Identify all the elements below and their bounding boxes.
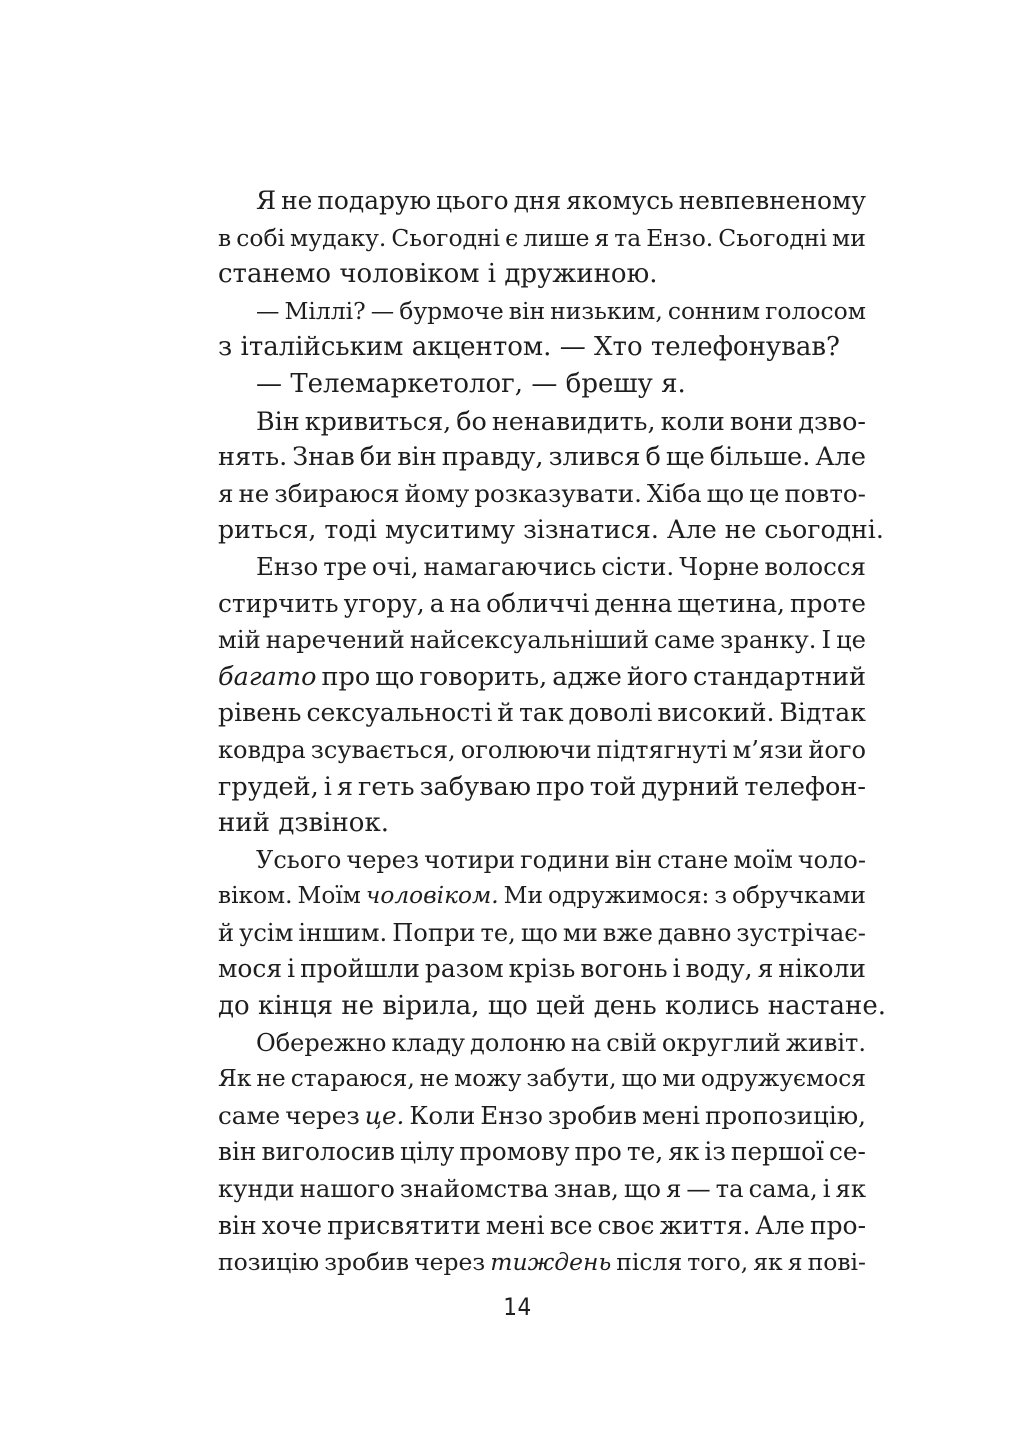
word: знав, [553, 1174, 619, 1204]
word: вірила, [382, 991, 480, 1022]
word: вони [729, 405, 794, 436]
word: пройшли [300, 954, 420, 984]
word: про- [809, 1210, 866, 1240]
word: через [346, 845, 420, 874]
word: ковдра [218, 735, 306, 764]
word: геть [358, 771, 415, 802]
word: той [589, 771, 637, 802]
word: угору, [343, 588, 425, 618]
word: він [397, 442, 437, 473]
word: іншим. [298, 918, 388, 947]
word: стирчить [218, 588, 339, 618]
word: невпевненому [678, 186, 866, 215]
word: злився [548, 442, 641, 473]
word: Ензо [480, 1100, 543, 1130]
word: він [218, 1210, 257, 1240]
text-line [218, 183, 866, 220]
word: щетина, [677, 588, 785, 618]
word: пові- [807, 1248, 866, 1277]
word: Обережно [256, 1028, 387, 1057]
word: оголюючи [460, 735, 592, 764]
word: високий. [657, 698, 775, 728]
word: через [285, 1100, 360, 1130]
word: не [256, 1065, 286, 1093]
word: чоловіком [339, 259, 480, 290]
word: мося [218, 954, 283, 984]
word: намагаючись [423, 551, 597, 581]
word: через [414, 1248, 486, 1277]
word: собі [236, 223, 286, 252]
word: дружиною. [504, 259, 658, 290]
word: ми [832, 223, 866, 252]
word: нять. [218, 442, 288, 473]
word: б [645, 442, 661, 473]
word: він [508, 296, 546, 325]
word: я [757, 954, 774, 984]
word: денна [594, 588, 673, 618]
word: адже [552, 661, 622, 692]
word: чотири [424, 845, 516, 874]
word: так [519, 698, 564, 728]
word: низьким, [550, 296, 663, 325]
word: з [218, 332, 233, 363]
word: сьогодні. [764, 515, 884, 545]
text-line [218, 293, 866, 330]
word: м’язи [732, 735, 804, 764]
word: — [256, 368, 282, 399]
word: Хто [594, 332, 643, 363]
text-line [218, 256, 866, 293]
word: що [487, 991, 528, 1022]
text-line [218, 805, 866, 842]
word: одружимося: [547, 882, 710, 910]
word: про [535, 771, 585, 802]
word: що [621, 1065, 658, 1093]
word: проте [789, 588, 866, 618]
word: муситиму [384, 515, 516, 545]
word: стандартний [692, 661, 866, 692]
word: мені [642, 1100, 700, 1130]
text-line [218, 366, 866, 403]
word: сонним [667, 296, 761, 325]
text-line [218, 1098, 866, 1135]
word: станемо [218, 259, 332, 290]
word: — [256, 296, 280, 325]
word: Телемаркетолог, [290, 368, 524, 399]
word: наречений [265, 626, 405, 655]
word: Ензо. [646, 223, 714, 252]
word: кунди [218, 1174, 295, 1204]
word: як [753, 1248, 783, 1277]
word: це. [364, 1100, 405, 1130]
word: все [549, 1210, 593, 1240]
word: очі, [372, 551, 419, 581]
word: можу [454, 1065, 522, 1093]
word: Усього [256, 845, 342, 874]
word: на [449, 588, 482, 618]
word: віком. [218, 882, 293, 910]
word: Ензо [256, 551, 319, 581]
word: його [626, 661, 688, 692]
text-line [218, 1134, 866, 1171]
text-line [218, 1025, 866, 1062]
body-text [218, 183, 887, 1281]
word: в [218, 223, 232, 252]
word: Сьогодні [391, 223, 501, 252]
word: Як [218, 1065, 252, 1093]
text-line [218, 769, 866, 806]
word: рівень [218, 698, 302, 728]
text-line [218, 329, 866, 366]
word: долоню [470, 1028, 566, 1057]
word: а [429, 588, 445, 618]
text-line [218, 988, 887, 1025]
word: би [359, 442, 393, 473]
word: якомусь [566, 186, 674, 215]
page-number: 14 [503, 1293, 532, 1321]
word: тиждень [490, 1248, 612, 1277]
word: не [238, 478, 270, 508]
word: сексуальності [306, 698, 493, 728]
word: телефон- [744, 771, 866, 802]
word: і [487, 259, 497, 290]
word: Сьогодні [718, 223, 828, 252]
word: день [593, 991, 657, 1022]
word: Відтак [779, 698, 866, 728]
word: зробив [547, 1100, 637, 1130]
word: багато [218, 661, 317, 692]
word: дзвінок. [278, 808, 389, 839]
word: разом [424, 954, 504, 984]
word: вже [602, 918, 653, 947]
word: години [520, 845, 610, 874]
word: ми [662, 1065, 696, 1093]
word: забуваю [419, 771, 531, 802]
word: йому [404, 478, 470, 508]
word: та [715, 1174, 744, 1204]
word: обручками [732, 882, 866, 910]
word: телефонував? [650, 332, 840, 363]
word: Міллі? [284, 296, 366, 325]
word: вогонь [580, 954, 668, 984]
word: — [531, 368, 558, 399]
word: до [218, 991, 250, 1022]
text-line [218, 951, 866, 988]
word: стараюся, [290, 1065, 415, 1093]
word: про [321, 661, 371, 692]
word: — [559, 332, 586, 363]
word: не [724, 515, 757, 545]
word: колись [664, 991, 760, 1022]
word: забути, [526, 1065, 617, 1093]
word: риться, [218, 515, 317, 545]
word: дурний [641, 771, 740, 802]
text-line [218, 878, 866, 915]
word: округлий [661, 1028, 781, 1057]
word: сама, [748, 1174, 818, 1204]
word: першої [730, 1137, 824, 1167]
word: промову [459, 1137, 570, 1167]
word: найсексуальніший [409, 626, 649, 655]
word: італійським [240, 332, 404, 363]
word: сісти. [601, 551, 675, 581]
text-line [218, 695, 866, 732]
word: Він [256, 405, 300, 436]
word: що [520, 918, 558, 947]
word: те, [480, 918, 516, 947]
text-line [218, 586, 866, 623]
word: Моїм [297, 882, 361, 910]
word: знайомства [399, 1174, 549, 1204]
word: те, [626, 1137, 664, 1167]
text-line [218, 403, 866, 440]
word: присвятити [327, 1210, 481, 1240]
word: Чорне [679, 551, 760, 581]
text-line [218, 915, 866, 952]
word: я [787, 1248, 803, 1277]
text-line [218, 1171, 866, 1208]
word: дня [513, 186, 562, 215]
word: стане [657, 845, 729, 874]
text-line [218, 1244, 866, 1281]
word: Попри [392, 918, 476, 947]
word: давно [657, 918, 732, 947]
word: й [497, 698, 514, 728]
word: розказувати. [474, 478, 642, 508]
text-line [218, 439, 866, 476]
word: я [666, 1174, 682, 1204]
word: зсувається, [310, 735, 456, 764]
word: як [835, 1174, 866, 1204]
word: говорить, [419, 661, 548, 692]
word: Але [755, 1210, 805, 1240]
word: кривиться, [304, 405, 452, 436]
word: й [218, 918, 235, 947]
word: він [218, 1137, 257, 1167]
word: чоловіком. [365, 882, 499, 910]
word: життя. [659, 1210, 751, 1240]
word: тоді [324, 515, 377, 545]
word: волосся [764, 551, 866, 581]
word: І [821, 626, 832, 655]
word: про [574, 1137, 622, 1167]
word: бо [456, 405, 487, 436]
word: доволі [568, 698, 653, 728]
word: цього [436, 186, 509, 215]
word: ненавидить, [491, 405, 656, 436]
word: цей [536, 991, 586, 1022]
word: зробив [324, 1248, 410, 1277]
word: — [370, 296, 395, 325]
word: зустрічає- [736, 918, 866, 947]
word: настане. [767, 991, 887, 1022]
word: Хіба [646, 478, 702, 508]
word: я [336, 771, 354, 802]
word: я [218, 478, 234, 508]
word: зізнатися. [523, 515, 659, 545]
word: що [623, 1174, 662, 1204]
word: із [704, 1137, 726, 1167]
word: цілу [400, 1137, 455, 1167]
word: правду, [441, 442, 544, 473]
word: — [686, 1174, 711, 1204]
word: я [594, 223, 610, 252]
word: Знав [292, 442, 355, 473]
word: подарую [317, 186, 432, 215]
word: одружуємося [700, 1065, 866, 1093]
word: воду, [685, 954, 753, 984]
word: кінця [257, 991, 334, 1022]
word: збираюся [274, 478, 400, 508]
word: акцентом. [411, 332, 552, 363]
word: підтягнуті [596, 735, 728, 764]
word: тре [323, 551, 367, 581]
word: що [375, 661, 415, 692]
word: і [323, 771, 332, 802]
word: саме [218, 1100, 281, 1130]
word: моїм [733, 845, 793, 874]
word: голосом [765, 296, 866, 325]
word: ніколи [778, 954, 866, 984]
word: Я [256, 186, 277, 215]
word: це [836, 626, 866, 655]
text-line [218, 1061, 866, 1098]
word: як [668, 1137, 700, 1167]
word: мудаку. [290, 223, 387, 252]
word: є [505, 223, 519, 252]
word: він [614, 845, 653, 874]
word: позицію [218, 1248, 320, 1277]
word: більше. [709, 442, 811, 473]
text-line [218, 659, 866, 696]
word: кладу [391, 1028, 466, 1057]
text-line [218, 732, 866, 769]
word: що [706, 478, 745, 508]
word: грудей, [218, 771, 319, 802]
text-line [218, 1208, 866, 1245]
word: Але [815, 442, 866, 473]
word: його [808, 735, 866, 764]
word: не [281, 186, 313, 215]
text-line [218, 476, 866, 513]
word: повто- [784, 478, 866, 508]
word: пропозицію, [705, 1100, 866, 1130]
word: брешу [565, 368, 653, 399]
word: мені [485, 1210, 545, 1240]
word: Ми [503, 882, 543, 910]
word: обличчі [486, 588, 590, 618]
text-line [218, 549, 866, 586]
word: і [672, 954, 681, 984]
word: це [749, 478, 780, 508]
word: і [822, 1174, 831, 1204]
word: на [570, 1028, 602, 1057]
word: після [616, 1248, 683, 1277]
word: ми [562, 918, 598, 947]
word: з [714, 882, 728, 910]
word: виголосив [261, 1137, 396, 1167]
word: Але [666, 515, 717, 545]
word: зранку. [720, 626, 817, 655]
word: чоло- [797, 845, 866, 874]
word: мій [218, 626, 261, 655]
word: лише [523, 223, 590, 252]
word: не [419, 1065, 450, 1093]
word: усім [239, 918, 294, 947]
word: бурмоче [399, 296, 504, 325]
text-line [218, 842, 866, 879]
text-line [218, 512, 884, 549]
word: та [614, 223, 642, 252]
word: не [341, 991, 375, 1022]
word: ще [665, 442, 705, 473]
word: хоче [261, 1210, 323, 1240]
word: Коли [409, 1100, 476, 1130]
word: того, [687, 1248, 749, 1277]
word: коли [660, 405, 725, 436]
word: нашого [299, 1174, 395, 1204]
text-line [218, 220, 866, 257]
word: саме [653, 626, 716, 655]
word: своє [597, 1210, 655, 1240]
word: се- [828, 1137, 866, 1167]
text-line [218, 622, 866, 659]
word: свій [606, 1028, 657, 1057]
word: дзво- [798, 405, 866, 436]
word: крізь [508, 954, 576, 984]
word: живіт. [785, 1028, 866, 1057]
word: ний [218, 808, 270, 839]
word: і [287, 954, 296, 984]
word: я. [661, 368, 686, 399]
